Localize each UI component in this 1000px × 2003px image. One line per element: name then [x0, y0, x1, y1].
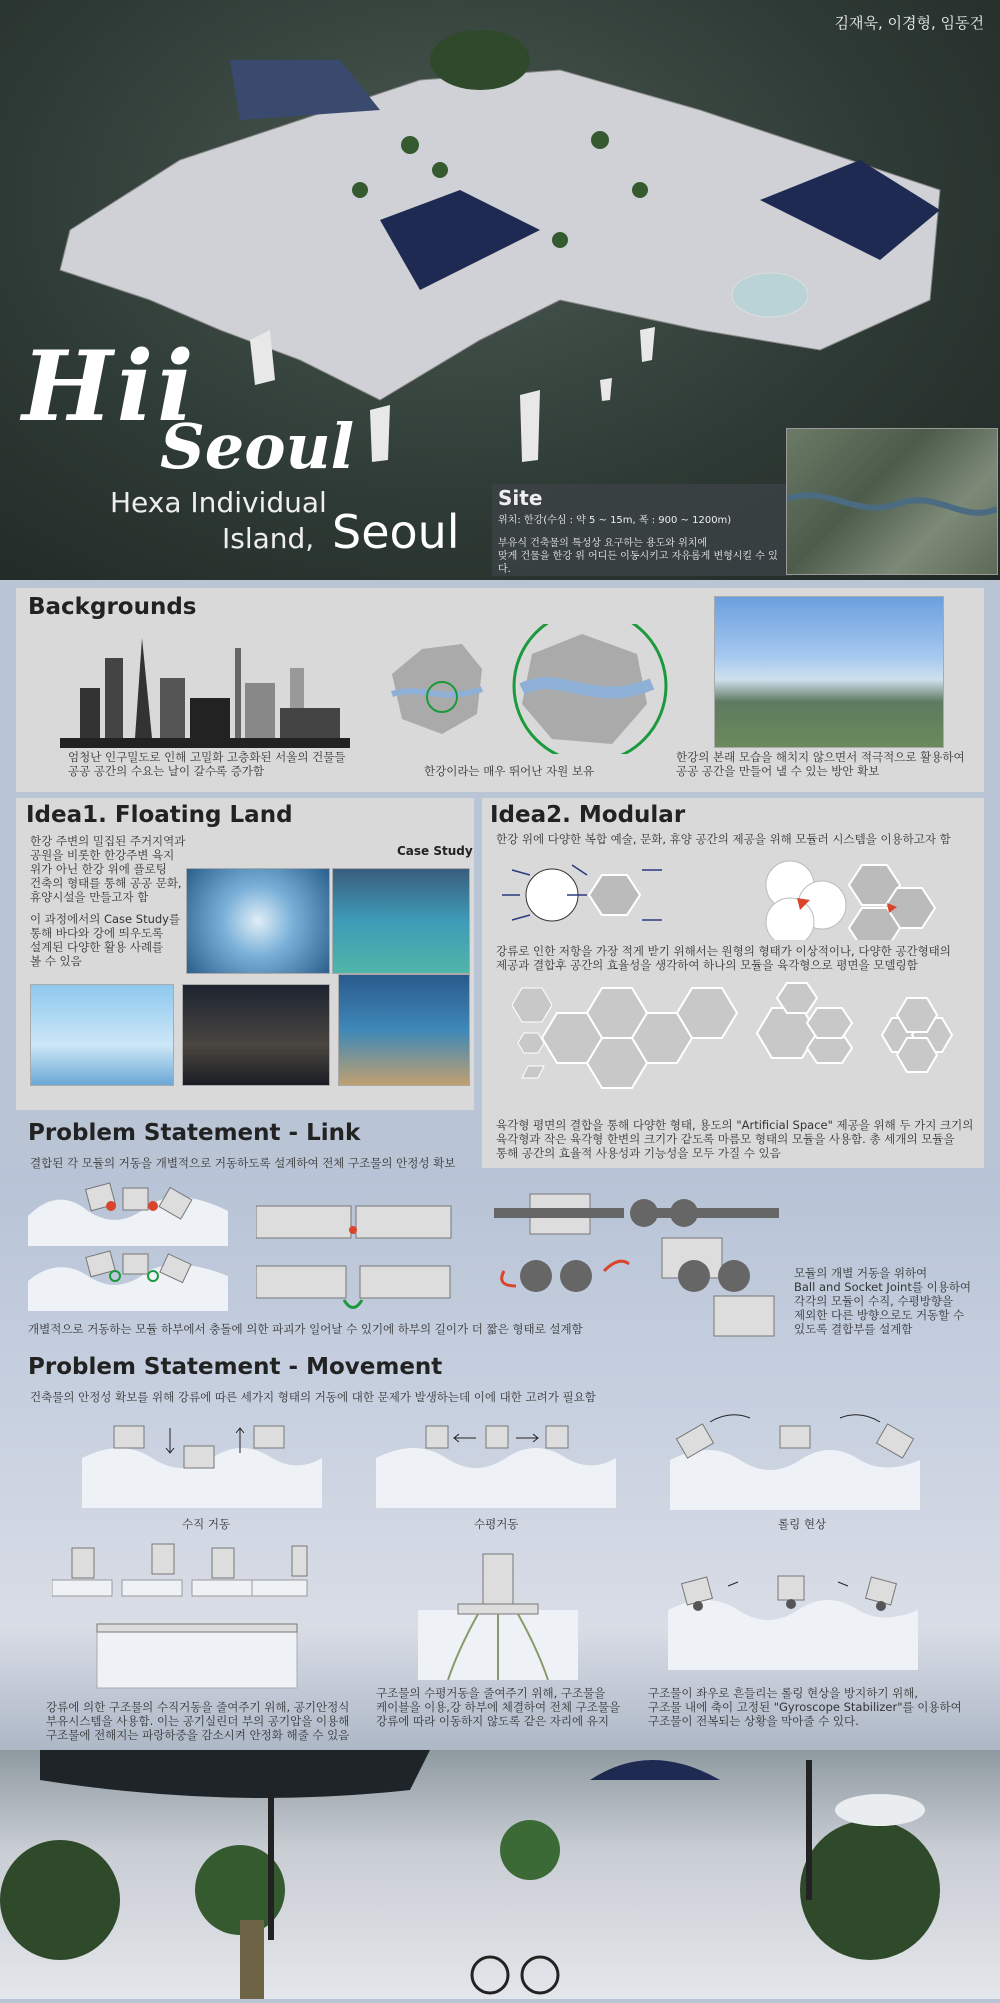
title-hii: Hii	[22, 330, 198, 443]
title-seoul: Seoul	[160, 410, 355, 483]
boat-icon	[600, 378, 612, 401]
plaza-rendering	[0, 1750, 1000, 1999]
problem-movement-intro: 건축물의 안정성 확보를 위해 강류에 따른 세가지 형태의 거동에 대한 문제가 발생하는데 이에 대한 고려가 필요함	[30, 1390, 596, 1404]
idea2-panel	[482, 798, 984, 1168]
street-lamp-icon	[268, 1790, 274, 1940]
vertical-movement-diagram	[82, 1418, 332, 1508]
skyline-icon	[60, 628, 360, 748]
idea1-paragraph-1: 한강 주변의 밀집된 주거지역과 공원을 비롯한 한강주변 육지 위가 아닌 한강 위에 플로팅 건축의 형태를 통해 공공 문화, 휴양시설을 만들고자 함	[30, 834, 186, 904]
fountain-icon	[835, 1794, 925, 1826]
problem-link-title: Problem Statement - Link	[28, 1120, 361, 1146]
canopy-icon	[590, 1760, 720, 1780]
horizontal-movement-diagram	[376, 1418, 626, 1508]
plaza-illustration	[0, 1750, 1000, 1999]
idea2-line-3c: 통해 공간의 효율적 사용성과 기능성을 모두 가질 수 있음	[496, 1146, 781, 1160]
case-study-photo-3	[30, 984, 174, 1086]
idea2-line-2b: 제공과 결합후 공간의 효율성을 생각하여 하나의 모듈을 육각형으로 평면을 모델링함	[496, 958, 918, 972]
site-info-box	[492, 484, 792, 576]
case-study-label: Case Study	[397, 844, 473, 858]
boat-icon	[370, 405, 390, 462]
bicycle-icon	[472, 1957, 508, 1993]
idea1-panel	[16, 798, 474, 1110]
tree-cluster-icon	[430, 30, 530, 90]
fountain-icon	[732, 273, 808, 317]
backgrounds-caption-1b: 공공 공간의 수요는 날이 갈수록 증가함	[68, 764, 265, 778]
seoul-map-icon	[382, 624, 682, 754]
backgrounds-title: Backgrounds	[28, 594, 197, 620]
subtitle-line2: Island,	[222, 522, 315, 555]
idea2-line-3b: 육각형과 작은 육각형 한변의 크기가 같도록 마름모 형태의 모듈을 사용함. 총 세개의 모듈을	[496, 1132, 955, 1146]
canopy-icon	[40, 1750, 430, 1798]
vertical-solution-text: 강류에 의한 구조물의 수직거동을 줄여주기 위해, 공기안정식 부유시스템을 사용함. 이는 공기실린더 부의 공기압을 이용해 구조물에 전해지는 파랑하중을 감소시켜 안정화 해줄 수 있음	[46, 1700, 350, 1742]
case-study-photo-1	[186, 868, 330, 974]
backgrounds-panel	[16, 588, 984, 792]
case-study-photo-2	[332, 868, 470, 974]
case-study-photo-4	[182, 984, 330, 1086]
problem-movement-title: Problem Statement - Movement	[28, 1354, 443, 1380]
backgrounds-caption-3b: 공공 공간을 만들어 낼 수 있는 방안 확보	[676, 764, 880, 778]
street-lamp-icon	[806, 1760, 812, 1900]
horizontal-solution-text: 구조물의 수평거동을 줄여주기 위해, 구조물을 케이블을 이용,강 하부에 체결하여 전체 구조물을 강류에 따라 이동하지 않도록 같은 자리에 유지	[376, 1686, 621, 1728]
subtitle-seoul: Seoul	[332, 505, 460, 559]
river-icon	[787, 429, 997, 574]
person-icon	[240, 1920, 264, 1999]
idea2-line-1: 한강 위에 다양한 복합 예술, 문화, 휴양 공간의 제공을 위해 모듈러 시스템을 이용하고자 함	[496, 832, 951, 846]
backgrounds-caption-1a: 엄청난 인구밀도로 인해 고밀화 고층화된 서울의 건물들	[68, 750, 346, 764]
backgrounds-caption-2: 한강이라는 매우 뛰어난 자원 보유	[424, 764, 595, 778]
air-cylinder-solution-diagram	[52, 1540, 312, 1690]
circle-to-hexagon-diagram	[492, 850, 972, 940]
problem-link-caption-right: 모듈의 개별 거동을 위하여 Ball and Socket Joint를 이용하여 각각의 모듈이 수직, 수평방향을 제외한 다른 방향으로도 거동할 수 있도록 결합부를 설계함	[794, 1266, 972, 1336]
problem-link-intro: 결합된 각 모듈의 거동을 개별적으로 거동하도록 설계하여 전체 구조물의 안정성 확보	[30, 1156, 456, 1170]
site-title: Site	[498, 486, 543, 510]
horizontal-movement-label: 수평거동	[474, 1517, 519, 1531]
boat-icon	[520, 390, 540, 462]
vertical-movement-label: 수직 거동	[182, 1517, 231, 1531]
hexagon-modules-diagram	[512, 978, 972, 1090]
boat-icon	[640, 327, 655, 362]
site-location: 위치: 한강(수심 : 약 5 ~ 15m, 폭 : 900 ~ 1200m)	[498, 515, 732, 526]
idea2-line-3a: 육각형 평면의 결합을 통해 다양한 형태, 용도의 "Artificial Space" 제공을 위해 두 가지 크기의	[496, 1118, 974, 1132]
backgrounds-caption-3a: 한강의 본래 모습을 해치지 않으면서 적극적으로 활용하여	[676, 750, 965, 764]
cable-solution-diagram	[418, 1550, 578, 1680]
joint-section-diagram	[256, 1200, 456, 1320]
idea1-paragraph-2: 이 과정에서의 Case Study를 통해 바다와 강에 띄우도록 설계된 다양한 활용 사례를 볼 수 있음	[30, 912, 181, 968]
rolling-movement-diagram	[670, 1410, 930, 1510]
subtitle-line1: Hexa Individual	[110, 486, 327, 519]
gyroscope-solution-diagram	[668, 1570, 928, 1670]
site-satellite-map	[786, 428, 998, 575]
canopy-icon	[230, 60, 380, 120]
idea2-title: Idea2. Modular	[490, 802, 686, 828]
site-desc-2: 맞게 건물을 한강 위 어디든 이동시키고 자유롭게 변형시킬 수 있다.	[498, 551, 778, 575]
han-river-photo	[714, 596, 944, 748]
case-study-photo-5	[338, 974, 470, 1086]
hero-rendering	[0, 0, 1000, 580]
idea2-line-2a: 강류로 인한 저항을 가장 적게 받기 위해서는 원형의 형태가 이상적이나, 다양한 공간형태의	[496, 944, 951, 958]
site-desc-1: 부유식 건축물의 특성상 요구하는 용도와 위치에	[498, 538, 708, 549]
module-collision-diagram	[28, 1176, 228, 1316]
rolling-movement-label: 롤링 현상	[778, 1517, 827, 1531]
tree-icon	[0, 1840, 120, 1960]
problem-link-caption-left: 개별적으로 거동하는 모듈 하부에서 충돌에 의한 파괴가 일어날 수 있기에 하부의 길이가 더 짧은 형태로 설계함	[28, 1322, 583, 1336]
tree-icon	[500, 1820, 560, 1880]
rolling-solution-text: 구조물이 좌우로 흔들리는 롤링 현상을 방지하기 위해, 구조물 내에 축이 고정된 "Gyroscope Stabilizer"를 이용하여 구조물이 전복되는 상황을 막아줄 수 있다.	[648, 1686, 962, 1728]
tree-icon	[800, 1820, 940, 1960]
authors: 김재욱, 이경형, 임동건	[834, 14, 984, 32]
idea1-title: Idea1. Floating Land	[26, 802, 293, 828]
